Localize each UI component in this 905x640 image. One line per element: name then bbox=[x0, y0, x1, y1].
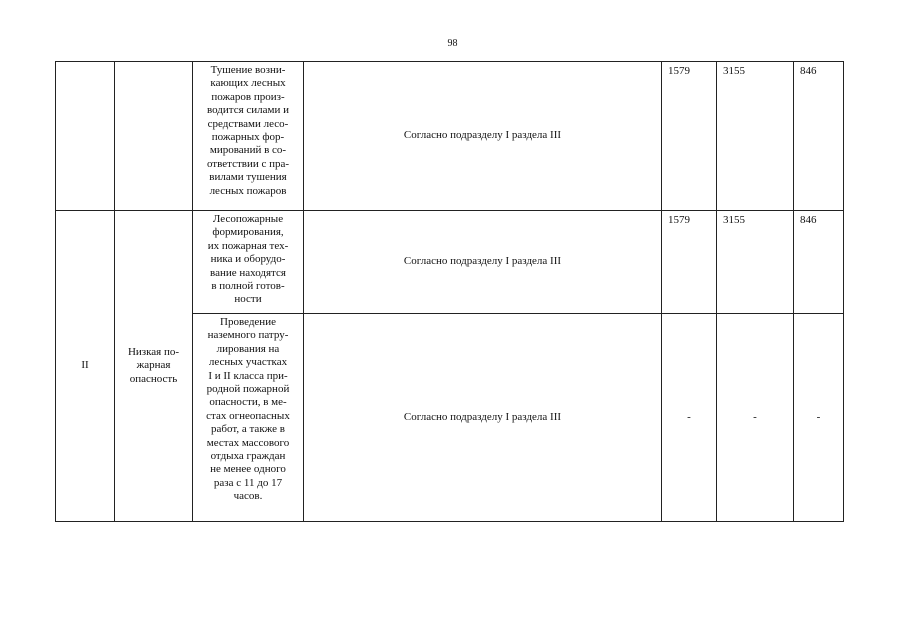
category-cell bbox=[115, 211, 193, 522]
fire-measures-table bbox=[55, 61, 844, 522]
row-number-cell: II bbox=[56, 211, 115, 522]
description-cell bbox=[193, 314, 304, 522]
category-cell bbox=[115, 62, 193, 211]
description-cell bbox=[193, 211, 304, 314]
measure-cell: Согласно подразделу I раздела III bbox=[304, 62, 662, 211]
table-row bbox=[56, 62, 844, 211]
value-cell-2: 3155 bbox=[717, 62, 794, 211]
description-text: Тушение возни- кающих лесных пожаров произ- водится силами и средствами лесо- пожарных фор- мирований в со- ответствии с пра- вилами тушения лесных пожаров bbox=[206, 64, 290, 197]
table-row bbox=[56, 211, 844, 314]
description-cell bbox=[193, 62, 304, 211]
value-cell-1: - bbox=[662, 314, 717, 522]
description-text: Проведение наземного патру- лирования на лесных участках I и II класса при- родной пожарной опасности, в ме- стах огнеопасных работ, а также в местах массового отдыха граждан не менее одного раза с 11 до 17 часов. bbox=[206, 316, 290, 503]
value-cell-3: 846 bbox=[794, 62, 844, 211]
value-cell-2: 3155 bbox=[717, 211, 794, 314]
value-cell-3: - bbox=[794, 314, 844, 522]
measure-cell: Согласно подразделу I раздела III bbox=[304, 314, 662, 522]
page-number: 98 bbox=[447, 38, 458, 49]
measure-cell: Согласно подразделу I раздела III bbox=[304, 211, 662, 314]
value-cell-1: 1579 bbox=[662, 211, 717, 314]
description-text: Лесопожарные формирования, их пожарная тех- ника и оборудо- вание находятся в полной готов- ности bbox=[207, 213, 289, 306]
category-text: Низкая по- жарная опасность bbox=[127, 345, 180, 385]
value-cell-3: 846 bbox=[794, 211, 844, 314]
value-cell-2: - bbox=[717, 314, 794, 522]
value-cell-1: 1579 bbox=[662, 62, 717, 211]
row-number-cell bbox=[56, 62, 115, 211]
